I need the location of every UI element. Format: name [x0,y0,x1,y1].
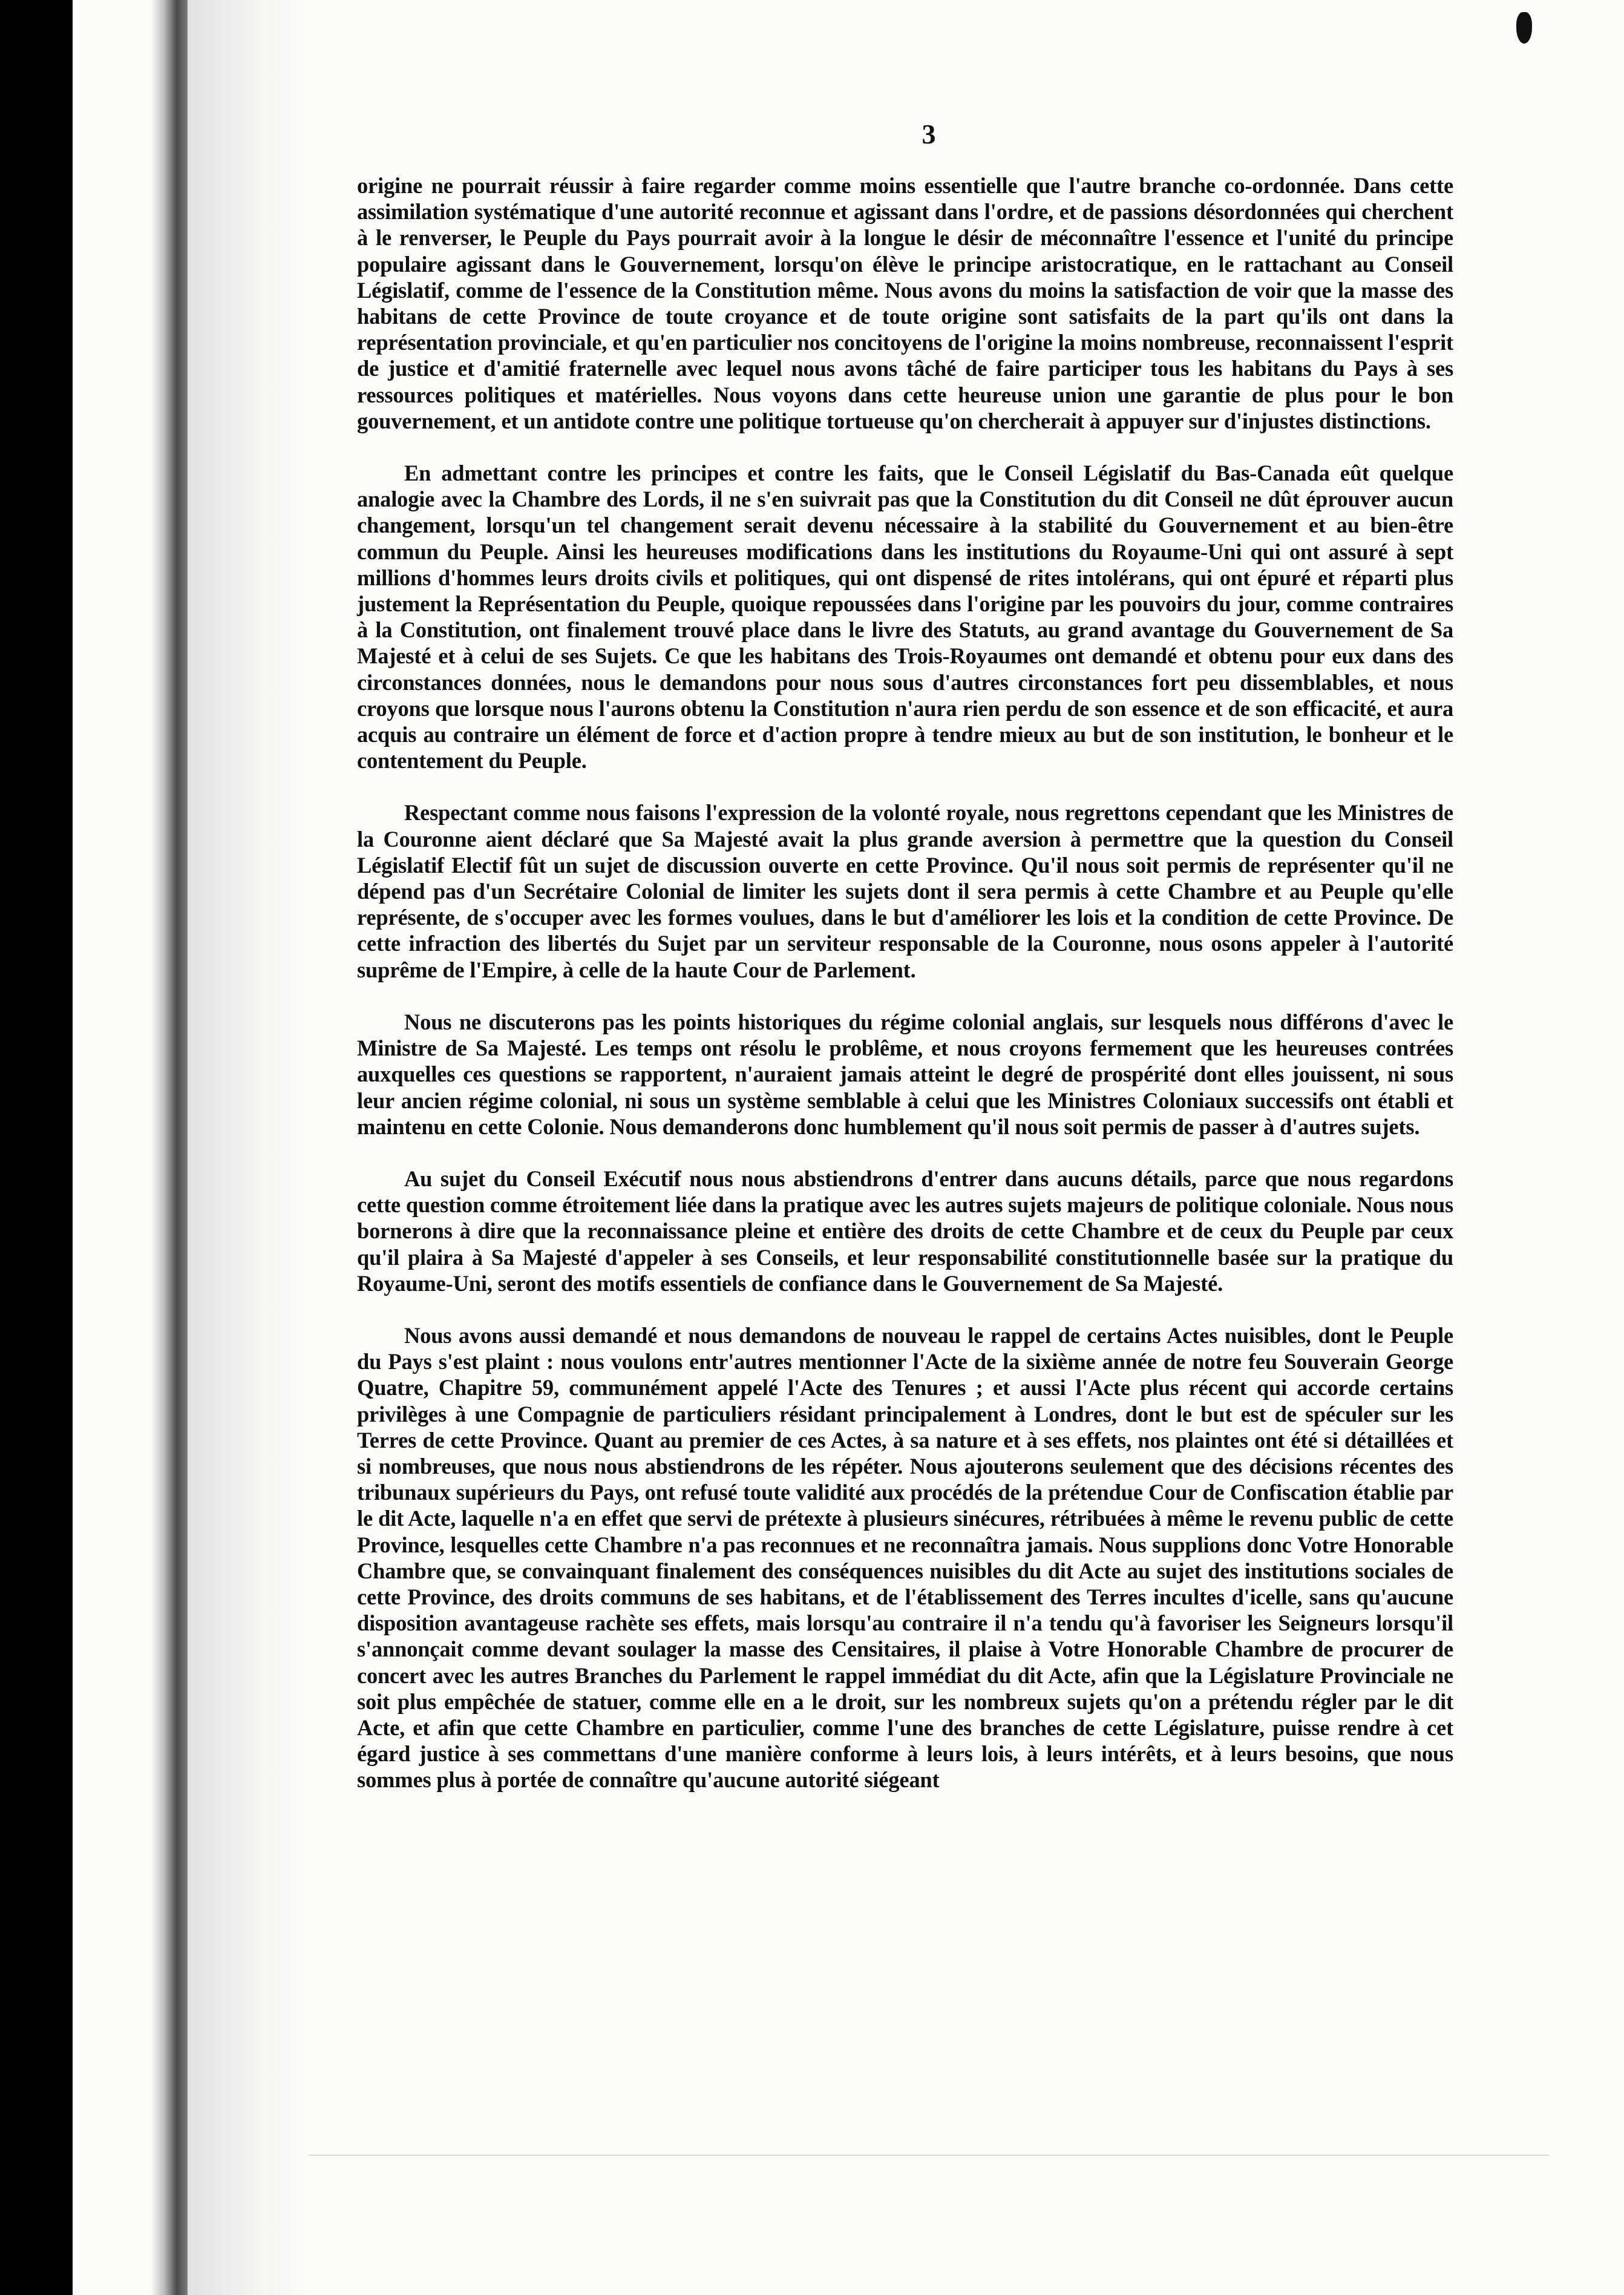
ink-mark [1516,12,1532,44]
paragraph: En admettant contre les principes et contre les faits, que le Conseil Législatif du Bas-Canada eût quelque analogie avec la Chambre des Lords, il ne s'en suivrait pas que la Constitution du dit Conseil ne dût éprouver aucun changement, lorsqu'un tel changement serait devenu nécessaire à la stabilité du Gouvernement et au bien-être commun du Peuple. Ainsi les heureuses modifications dans les institutions du Royaume-Uni qui ont assuré à sept millions d'hommes leurs droits civils et politiques, qui ont dispensé de rites intolérans, qui ont épuré et réparti plus justement la Représentation du Peuple, quoique repoussées dans l'origine par les pouvoirs du jour, comme contraires à la Constitution, ont finalement trouvé place dans le livre des Statuts, au grand avantage du Gouvernement de Sa Majesté et à celui de ses Sujets. Ce que les habitans des Trois-Royaumes ont demandé et obtenu pour eux dans des circonstances données, nous le demandons pour nous sous d'autres circonstances fort peu dissemblables, et nous croyons que lorsque nous l'aurons obtenu la Constitution n'aura rien perdu de son essence et de son efficacité, et aura acquis au contraire un élément de force et d'action propre à tendre mieux au but de son institution, le bonheur et le contentement du Peuple. [357,461,1453,773]
paragraph: Nous avons aussi demandé et nous demandons de nouveau le rappel de certains Actes nuisibles, dont le Peuple du Pays s'est plaint : nous voulons entr'autres mentionner l'Acte de la sixième année de notre feu Souverain George Quatre, Chapitre 59, communément appelé l'Acte des Tenures ; et aussi l'Acte plus récent qui accorde certains privilèges à une Compagnie de particuliers résidant principalement à Londres, dont le but est de spéculer sur les Terres de cette Province. Quant au premier de ces Actes, à sa nature et à ses effets, nos plaintes ont été si détaillées et si nombreuses, que nous nous abstiendrons de les répéter. Nous ajouterons seulement que des décisions récentes des tribunaux supérieurs du Pays, ont refusé toute validité aux procédés de la prétendue Cour de Confiscation établie par le dit Acte, laquelle n'a en effet que servi de prétexte à plusieurs sinécures, rétribuées à même le revenu public de cette Province, lesquelles cette Chambre n'a pas reconnues et ne reconnaîtra jamais. Nous supplions donc Votre Honorable Chambre que, se convainquant finalement des conséquences nuisibles du dit Acte au sujet des institutions sociales de cette Province, des droits communs de ses habitans, et de l'établissement des Terres incultes d'icelle, sans qu'aucune disposition avantageuse rachète ses effets, mais lorsqu'au contraire il n'a tendu qu'à favoriser les Seigneurs lorsqu'il s'annonçait comme devant soulager la masse des Censitaires, il plaise à Votre Honorable Chambre de procurer de concert avec les autres Branches du Parlement le rappel immédiat du dit Acte, afin que la Législature Provinciale ne soit plus empêchée de statuer, comme elle en a le droit, sur les nombreux sujets qu'on a prétendu régler par le dit Acte, et afin que cette Chambre en particulier, comme l'une des branches de cette Législature, puisse rendre à cet égard justice à ses commettans d'une manière conforme à leurs lois, à leurs intérêts, et à leurs besoins, que nous sommes plus à portée de connaître qu'aucune autorité siégeant [357,1322,1453,1793]
paragraph: Au sujet du Conseil Exécutif nous nous abstiendrons d'entrer dans aucuns détails, parce que nous regardons cette question comme étroitement liée dans la pratique avec les autres sujets majeurs de politique coloniale. Nous nous bornerons à dire que la reconnaissance pleine et entière des droits de cette Chambre et de ceux du Peuple par ceux qu'il plaira à Sa Majesté d'appeler à ses Conseils, et leur responsabilité constitutionnelle basée sur la pratique du Royaume-Uni, seront des motifs essentiels de confiance dans le Gouvernement de Sa Majesté. [357,1166,1453,1296]
page-gutter [188,0,309,2295]
document-page [309,0,1549,2156]
book-binding-edge [151,0,188,2295]
paragraph: Nous ne discuterons pas les points historiques du régime colonial anglais, sur lesquels nous différons d'avec le Ministre de Sa Majesté. Les temps ont résolu le problême, et nous croyons fermement que les heureuses contrées auxquelles ces questions se rapportent, n'auraient jamais atteint le degré de prospérité dont elles jouissent, ni sous leur ancien régime colonial, ni sous un système semblable à celui que les Ministres Coloniaux successifs ont établi et maintenu en cette Colonie. Nous demanderons donc humblement qu'il nous soit permis de passer à d'autres sujets. [357,1009,1453,1139]
body-text [357,172,1453,1819]
paragraph: origine ne pourrait réussir à faire regarder comme moins essentielle que l'autre branche co-ordonnée. Dans cette assimilation systématique d'une autorité reconnue et agissant dans l'ordre, et de passions désordonnées qui cherchent à le renverser, le Peuple du Pays pourrait avoir à la longue le désir de méconnaître l'essence et l'unité du principe populaire agissant dans le Gouvernement, lorsqu'on élève le principe aristocratique, en le rattachant au Conseil Législatif, comme de l'essence de la Constitution même. Nous avons du moins la satisfaction de voir que la masse des habitans de cette Province de toute croyance et de toute origine sont satisfaits de la part qu'ils ont dans la représentation provinciale, et qu'en particulier nos concitoyens de l'origine la moins nombreuse, reconnaissent l'esprit de justice et d'amitié fraternelle avec lequel nous avons tâché de faire participer tous les habitans du Pays à ses ressources politiques et matérielles. Nous voyons dans cette heureuse union une garantie de plus pour le bon gouvernement, et un antidote contre une politique tortueuse qu'on chercherait à appuyer sur d'injustes distinctions. [357,173,1453,433]
paragraph: Respectant comme nous faisons l'expression de la volonté royale, nous regrettons cependant que les Ministres de la Couronne aient déclaré que Sa Majesté avait la plus grande aversion à permettre que la question du Conseil Législatif Electif fût un sujet de discussion ouverte en cette Province. Qu'il nous soit permis de représenter qu'il ne dépend pas d'un Secrétaire Colonial de limiter les sujets dont il sera permis à cette Chambre et au Peuple qu'elle représente, de s'occuper avec les formes voulues, dans le but d'améliorer les lois et la condition de cette Province. De cette infraction des libertés du Sujet par un serviteur responsable de la Couronne, nous osons appeler à l'autorité suprême de l'Empire, à celle de la haute Cour de Parlement. [357,800,1453,982]
page-number: 3 [922,119,936,149]
